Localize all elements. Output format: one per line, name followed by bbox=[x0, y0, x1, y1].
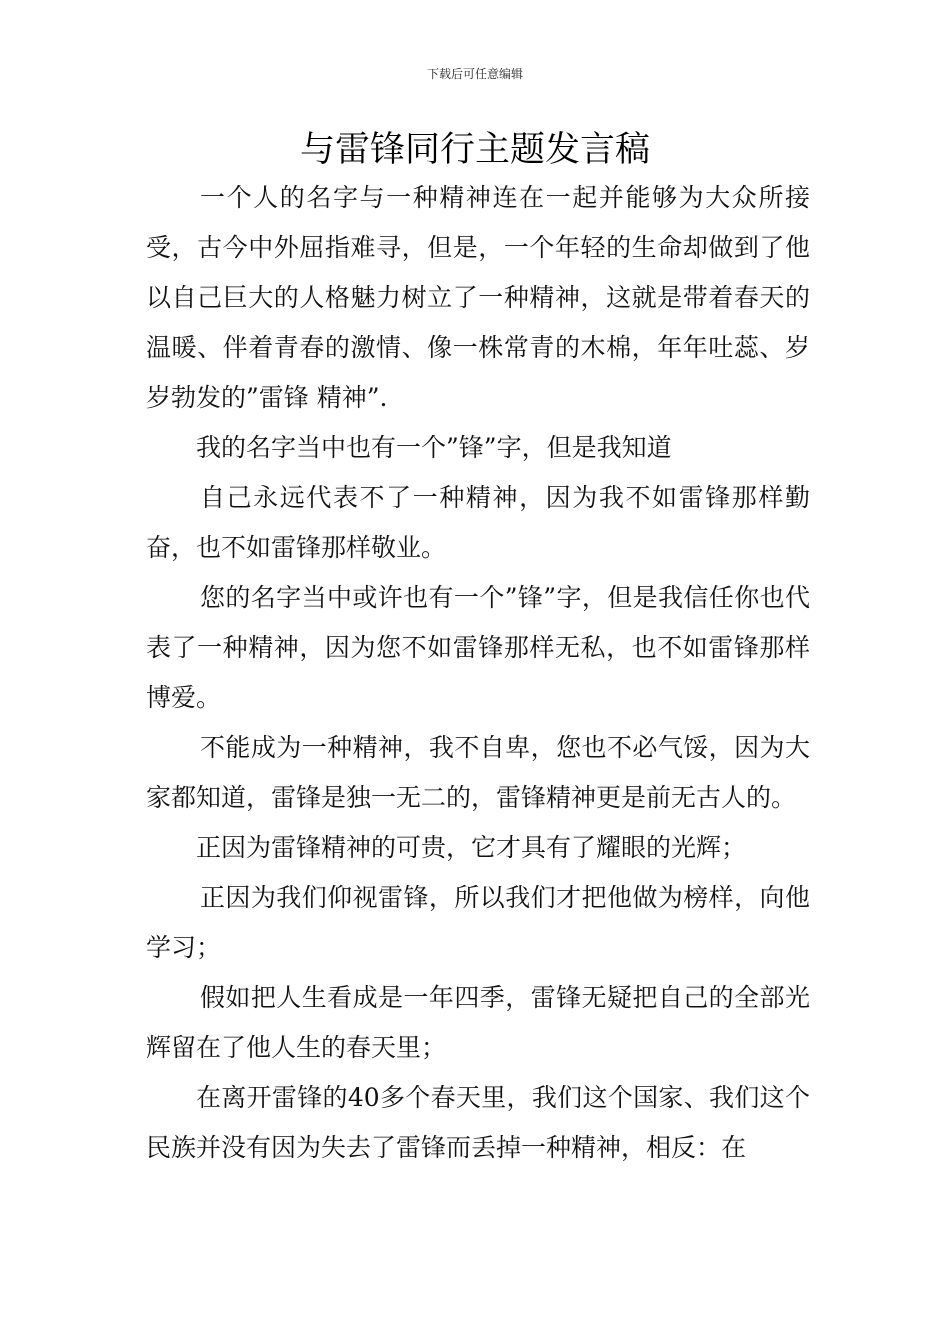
document-title: 与雷锋同行主题发言稿 bbox=[299, 130, 650, 170]
paragraph-cannot-represent: 自己永远代表不了一种精神，因为我不如雷锋那样勤奋，也不如雷锋那样敬业。 bbox=[146, 483, 810, 562]
header-note: 下载后可任意编辑 bbox=[426, 67, 523, 81]
paragraph-forty-springs: 在离开雷锋的40多个春天里，我们这个国家、我们这个民族并没有因为失去了雷锋而丢掉一种精神，相反：在 bbox=[146, 1083, 810, 1162]
paragraph-look-up: 正因为我们仰视雷锋，所以我们才把他做为榜样，向他学习； bbox=[146, 883, 810, 962]
paragraph-intro: 一个人的名字与一种精神连在一起并能够为大众所接受，古今中外屈指难寻，但是，一个年轻的生命却做到了他以自己巨大的人格魅力树立了一种精神，这就是带着春天的温暖、伴着青春的激情、像一株常青的木棉，年年吐蕊、岁岁勃发的”雷锋 精神”. bbox=[146, 183, 810, 412]
paragraph-my-name: 我的名字当中也有一个”锋”字，但是我知道 bbox=[196, 433, 672, 462]
document-body bbox=[146, 173, 810, 1173]
paragraph-four-seasons: 假如把人生看成是一年四季，雷锋无疑把自己的全部光辉留在了他人生的春天里； bbox=[146, 983, 810, 1062]
paragraph-precious-spirit: 正因为雷锋精神的可贵，它才具有了耀眼的光辉； bbox=[196, 833, 747, 862]
paragraph-your-name: 您的名字当中或许也有一个”锋”字，但是我信任你也代表了一种精神，因为您不如雷锋那样无私，也不如雷锋那样博爱。 bbox=[146, 583, 810, 712]
paragraph-not-discouraged: 不能成为一种精神，我不自卑，您也不必气馁，因为大家都知道，雷锋是独一无二的，雷锋精神更是前无古人的。 bbox=[146, 733, 810, 812]
